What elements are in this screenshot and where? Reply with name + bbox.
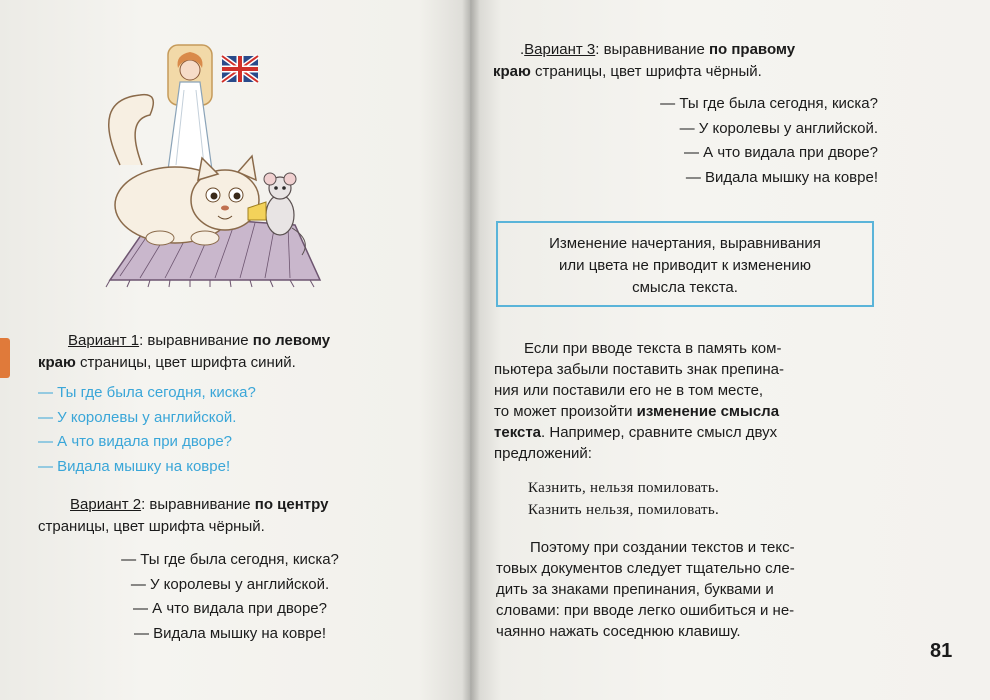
paragraph-line: Если при вводе текста в память ком- bbox=[524, 340, 782, 357]
poem-line: — А что видала при дворе? bbox=[38, 433, 233, 450]
paragraph-bold: текста bbox=[494, 424, 542, 441]
paragraph-text: то может произойти bbox=[494, 403, 637, 420]
variant-2-heading-line2 bbox=[38, 516, 265, 538]
variant-2-label: Вариант 2 bbox=[70, 496, 142, 513]
variant-3-label: Вариант 3 bbox=[524, 41, 596, 58]
paragraph-line: ния или поставили его не в том месте, bbox=[494, 382, 764, 399]
left-page bbox=[0, 0, 476, 700]
cat-queen-illustration bbox=[80, 40, 350, 290]
poem-line: — У королевы у английской. bbox=[679, 119, 878, 137]
paragraph-line: дить за знаками препинания, буквами и bbox=[496, 581, 774, 598]
variant-3-poem bbox=[500, 92, 878, 190]
paragraph-1 bbox=[494, 338, 784, 464]
variant-1-bold: по левому bbox=[252, 332, 331, 349]
paragraph-text: . Например, сравните смысл двух bbox=[541, 424, 778, 441]
rule-line: или цвета не приводит к изменению bbox=[559, 257, 811, 274]
edge-bookmark-tab bbox=[0, 338, 10, 378]
variant-2-bold: по центру bbox=[254, 496, 329, 513]
variant-1-desc-2: страницы, цвет шрифта синий. bbox=[75, 354, 296, 371]
poem-line: — Видала мышку на ковре! bbox=[38, 457, 231, 475]
poem-line: — А что видала при дворе? bbox=[683, 144, 878, 161]
variant-3-desc-2: страницы, цвет шрифта чёрный. bbox=[530, 63, 762, 80]
book-spine bbox=[462, 0, 480, 700]
poem-line: — У королевы у английской. bbox=[130, 575, 330, 593]
variant-1-poem bbox=[38, 381, 256, 479]
variant-1-heading-line2 bbox=[38, 352, 296, 374]
paragraph-line: словами: при вводе легко ошибиться и не- bbox=[496, 602, 795, 619]
variant-3-desc: : выравнивание bbox=[595, 41, 709, 58]
variant-2-heading bbox=[70, 494, 328, 516]
variant-3-heading-line2 bbox=[493, 61, 762, 83]
paragraph-line: предложений: bbox=[494, 445, 592, 462]
variant-2-desc: : выравнивание bbox=[141, 496, 255, 513]
paragraph-line: пьютера забыли поставить знак препина- bbox=[494, 361, 785, 378]
poem-line: — У королевы у английской. bbox=[38, 408, 237, 426]
poem-line: — Видала мышку на ковре! bbox=[133, 624, 327, 642]
variant-3-prefix: . bbox=[520, 41, 525, 58]
example-sentence: Казнить нельзя, помиловать. bbox=[528, 502, 720, 518]
poem-line: — Видала мышку на ковре! bbox=[685, 168, 878, 186]
paragraph-line: товых документов следует тщательно сле- bbox=[496, 560, 795, 577]
example-sentence: Казнить, нельзя помиловать. bbox=[528, 480, 720, 496]
paragraph-line: чаянно нажать соседнюю клавишу. bbox=[496, 623, 741, 640]
variant-1-bold-2: краю bbox=[38, 354, 76, 371]
rule-frame bbox=[496, 221, 874, 307]
paragraph-2 bbox=[496, 537, 795, 642]
variant-3-bold-2: краю bbox=[493, 63, 531, 80]
poem-line: — Ты где была сегодня, киска? bbox=[38, 384, 256, 401]
variant-1-desc: : выравнивание bbox=[139, 332, 253, 349]
poem-line: — Ты где была сегодня, киска? bbox=[121, 551, 339, 568]
poem-line: — Ты где была сегодня, киска? bbox=[660, 95, 878, 112]
variant-3-bold: по правому bbox=[708, 41, 796, 58]
paragraph-line: Поэтому при создании текстов и текс- bbox=[530, 539, 795, 556]
page-number: 81 bbox=[930, 640, 953, 662]
paragraph-line bbox=[494, 401, 784, 422]
example-sentences bbox=[528, 477, 719, 521]
variant-1-heading bbox=[68, 330, 330, 352]
rule-line: Изменение начертания, выравнивания bbox=[549, 235, 821, 252]
poem-line: — А что видала при дворе? bbox=[132, 600, 327, 617]
variant-2-poem bbox=[38, 548, 422, 646]
variant-1-label: Вариант 1 bbox=[68, 332, 140, 349]
variant-3-heading bbox=[520, 39, 795, 61]
paragraph-bold: изменение смысла bbox=[636, 403, 780, 420]
rule-line: смысла текста. bbox=[632, 279, 738, 296]
paragraph-line bbox=[494, 422, 784, 443]
variant-2-desc-2: страницы, цвет шрифта чёрный. bbox=[38, 518, 265, 535]
